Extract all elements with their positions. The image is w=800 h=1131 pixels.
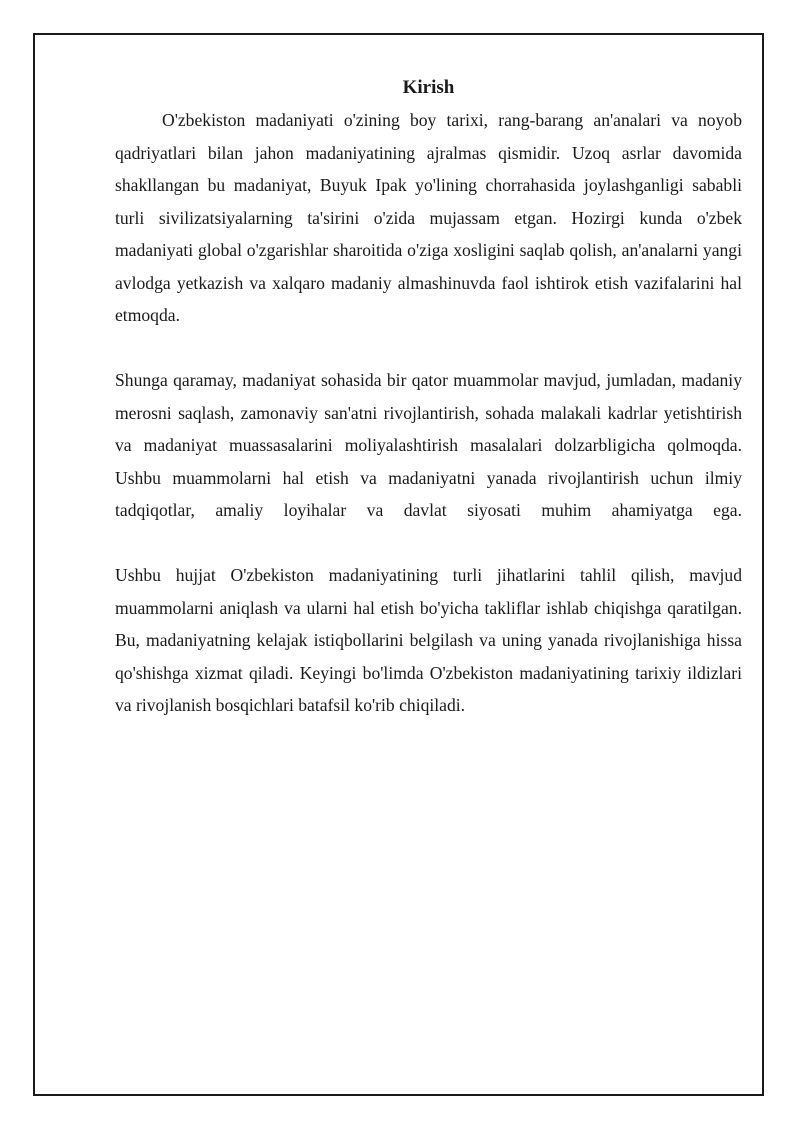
paragraph-purpose: Ushbu hujjat O'zbekiston madaniyatining turli jihatlarini tahlil qilish, mavjud muammolarni aniqlash va ularni hal etish bo'yicha takliflar ishlab chiqishga qaratilgan. Bu, madaniyatning kelajak istiqbollarini belgilash va uning yanada rivojlanishiga hissa qo'shishga xizmat qiladi. Keyingi bo'limda O'zbekiston madaniyatining tarixiy ildizlari va rivojlanish bosqichlari batafsil ko'rib chiqiladi. xyxy=(115,565,742,715)
page-title: Kirish xyxy=(402,77,455,98)
paragraph-intro: O'zbekiston madaniyati o'zining boy tarixi, rang-barang an'analari va noyob qadriyatlari bilan jahon madaniyatining ajralmas qismidir. Uzoq asrlar davomida shakllangan bu madaniyat, Buyuk Ipak yo'lining chorrahasida joylashganligi sababli turli sivilizatsiyalarning ta'sirini o'zida mujassam etgan. Hozirgi kunda o'zbek madaniyati global o'zgarishlar sharoitida o'ziga xosligini saqlab qolish, an'analarni yangi avlodga yetkazish va xalqaro madaniy almashinuvda faol ishtirok etish vazifalarini hal etmoqda. xyxy=(115,110,742,325)
document-body xyxy=(115,72,742,722)
paragraph-problems: Shunga qaramay, madaniyat sohasida bir qator muammolar mavjud, jumladan, madaniy merosni saqlash, zamonaviy san'atni rivojlantirish, sohada malakali kadrlar yetishtirish va madaniyat muassasalarini moliyalashtirish masalalari dolzarbligicha qolmoqda. Ushbu muammolarni hal etish va madaniyatni yanada rivojlantirish uchun ilmiy tadqiqotlar, amaliy loyihalar va davlat siyosati muhim ahamiyatga ega. xyxy=(115,370,742,520)
